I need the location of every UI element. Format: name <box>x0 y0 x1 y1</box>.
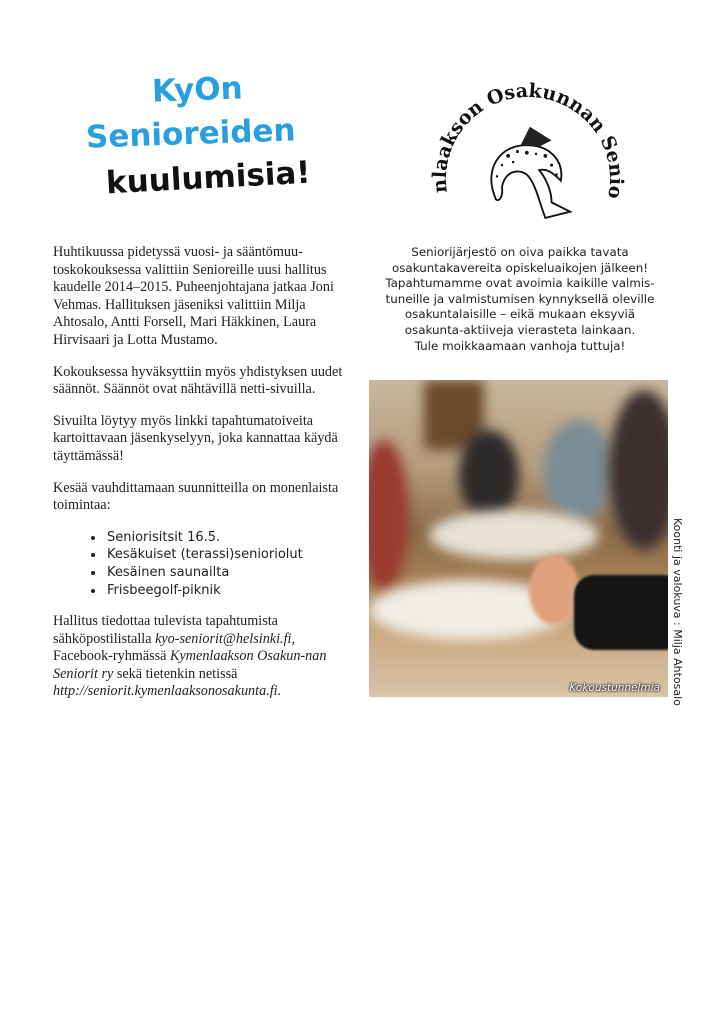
logo-text: nlaakson Osakunnan Senio <box>428 79 628 201</box>
meeting-photo <box>369 380 668 697</box>
paragraph-survey: Sivuilta löytyy myös linkki tapahtumatoiveita kartoittavaan jäsenkyselyyn, joka kannattaa käydä täyttämässä! <box>53 412 338 464</box>
article-body <box>53 244 353 715</box>
association-logo <box>420 32 630 242</box>
intro-line: Tapahtumamme ovat avoimia kaikille valmis- <box>385 276 655 291</box>
title-line-1: KyOn <box>151 70 244 110</box>
salmon-fish-icon <box>491 127 570 218</box>
website-link[interactable]: http://seniorit.kymenlaaksonosakunta.fi. <box>53 683 282 700</box>
contact-text: sekä tietenkin netissä <box>113 665 238 682</box>
list-item: • Kesäinen saunailta <box>105 564 353 582</box>
events-list <box>53 529 353 599</box>
intro-line: osakunta-aktiiveja vierasteta lainkaan. <box>404 322 636 337</box>
intro-line: osakuntakavereita opiskeluaikojen jälkeen! <box>391 260 649 275</box>
intro-line: osakuntalaisille – eikä mukaan eksyviä <box>404 307 636 322</box>
title-line-3: kuulumisia! <box>105 154 312 202</box>
contact-text: Hallitus tiedottaa tulevista tapahtumista sähköpostilistalla <box>53 613 278 647</box>
photo-caption: Kokoustunnelmia <box>569 682 660 694</box>
intro-line: tuneille ja valmistumisen kynnyksellä oleville <box>385 291 655 306</box>
list-item: • Seniorisitsit 16.5. <box>105 529 353 547</box>
paragraph-rules: Kokouksessa hyväksyttiin myös yhdistyksen uudet säännöt. Säännöt ovat nähtävillä netti-sivuilla. <box>53 363 343 398</box>
logo-graphic <box>420 32 630 242</box>
paragraph-summer: Kesää vauhdittamaan suunnitteilla on monenlaista toimintaa: <box>53 479 339 514</box>
intro-text <box>370 245 670 354</box>
facebook-group: Kymenlaakson Osakun-nan Seniorit ry <box>53 648 327 682</box>
intro-line: Seniorijärjestö on oiva paikka tavata <box>411 245 629 259</box>
email-link[interactable]: kyo-seniorit@helsinki.fi, <box>155 630 295 647</box>
list-item: • Kesäkuiset (terassi)senioriolut <box>105 546 353 564</box>
intro-line: Tule moikkaamaan vanhoja tuttuja! <box>414 338 626 353</box>
paragraph-board: Huhtikuussa pidetyssä vuosi- ja sääntömuu-toskokouksessa valittiin Senioreille uusi hallitus kaudelle 2014–2015. Puheenjohtajana jatkaa Joni Vehmas. Hallituksen jäseniksi valittiin Milja Ahtosalo, Antti Forsell, Mari Häkkinen, Laura Hirvisaari ja Lotta Mustamo. <box>53 244 334 348</box>
title-line-2: Senioreiden <box>85 112 297 156</box>
list-item: • Frisbeegolf-piknik <box>105 582 353 600</box>
paragraph-contact <box>53 613 353 701</box>
contact-text: Facebook-ryhmässä <box>53 648 171 665</box>
photo-credit: Koonti ja valokuva : Milja Ahtosalo <box>671 518 684 706</box>
